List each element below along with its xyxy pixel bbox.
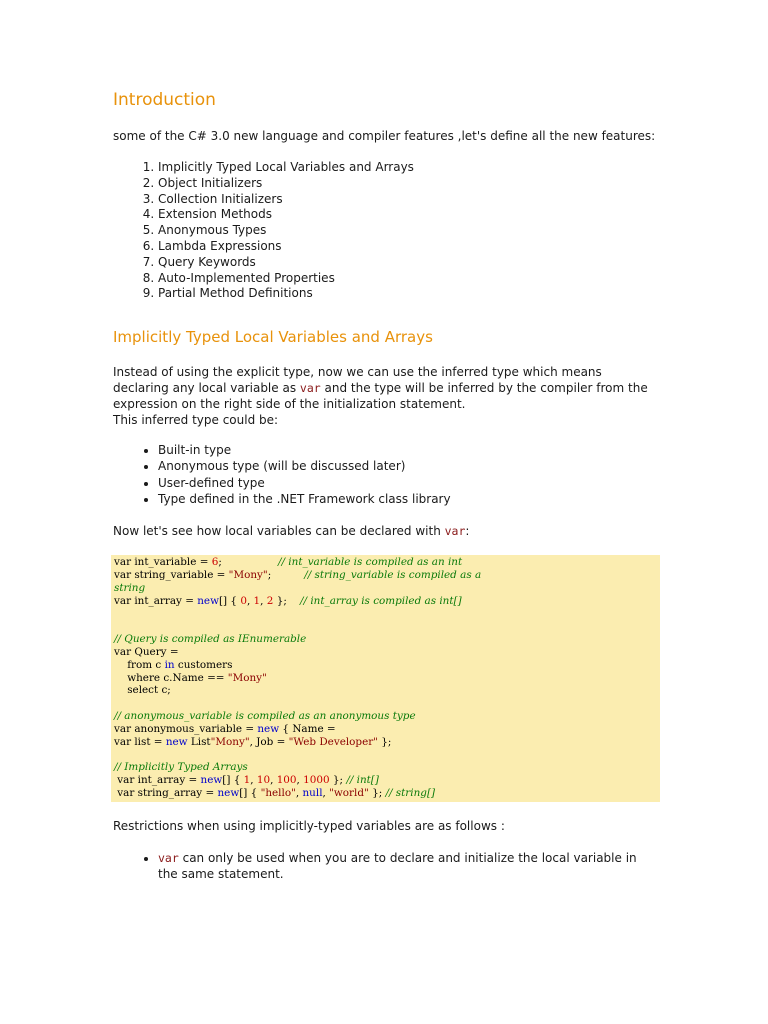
code-number: 6 — [211, 556, 219, 569]
code-line — [114, 774, 657, 787]
list-item: • Anonymous type (will be discussed later) — [158, 458, 658, 474]
code-blank-line — [114, 608, 657, 621]
inline-keyword: var — [158, 850, 179, 865]
code-token: var string_array = — [114, 786, 218, 799]
section-paragraph — [113, 364, 658, 412]
code-token: var list = — [114, 735, 166, 748]
code-keyword: new — [217, 786, 240, 799]
code-string: "Web Developer" — [288, 735, 378, 748]
code-line — [114, 595, 657, 608]
code-number: 10 — [256, 773, 271, 786]
paragraph-text: Instead of using the explicit type, now we can use the inferred type which means declaring any local variable as — [113, 365, 602, 396]
code-token: var int_array = — [114, 773, 201, 786]
code-block — [111, 555, 660, 801]
code-keyword: null — [302, 786, 323, 799]
code-comment: // Query is compiled as IEnumerable — [114, 633, 307, 646]
code-token: from c — [114, 658, 165, 671]
code-comment: // int_variable is compiled as an int — [278, 556, 463, 569]
section-heading: Implicitly Typed Local Variables and Arrays — [113, 328, 433, 347]
list-item: 5. Anonymous Types — [158, 223, 658, 239]
code-number: 1000 — [303, 773, 330, 786]
inline-keyword: var — [299, 381, 321, 396]
code-line — [114, 659, 657, 672]
list-item: • Type defined in the .NET Framework class library — [158, 491, 658, 507]
list-item — [158, 850, 658, 883]
list-item: 4. Extension Methods — [158, 207, 658, 223]
code-token: [] { — [222, 773, 244, 786]
list-item: • User-defined type — [158, 475, 658, 491]
code-string: "hello" — [260, 786, 296, 799]
code-line — [114, 582, 657, 595]
code-line — [114, 684, 657, 697]
code-keyword: in — [164, 658, 175, 671]
paragraph-text: Now let's see how local variables can be declared with — [113, 524, 445, 539]
restrictions-intro: Restrictions when using implicitly-typed variables are as follows : — [113, 818, 505, 833]
paragraph-text: and the type will be inferred by the compiler from the expression on the right side of the initialization statement. — [113, 381, 648, 412]
code-line — [114, 633, 657, 646]
list-item: 3. Collection Initializers — [158, 192, 658, 208]
code-line — [114, 646, 657, 659]
code-token: }; — [377, 735, 392, 748]
feature-list — [113, 160, 658, 302]
code-comment: // int_array is compiled as int[] — [300, 594, 462, 607]
code-line — [114, 556, 657, 569]
code-token: ; — [267, 569, 305, 582]
code-token: select c; — [114, 684, 171, 697]
code-token: { Name = — [279, 722, 336, 735]
code-token: , — [295, 786, 303, 799]
code-token: where c.Name == — [114, 671, 228, 684]
code-line — [114, 787, 657, 800]
code-token: , — [322, 786, 330, 799]
restrictions-list — [113, 850, 658, 883]
code-comment: // int[] — [346, 773, 379, 786]
code-token: var Query = — [114, 645, 179, 658]
code-token: , — [270, 773, 277, 786]
type-list — [113, 442, 658, 507]
code-token: [] { — [218, 594, 241, 607]
code-token: var int_variable = — [114, 556, 212, 569]
code-line — [114, 672, 657, 685]
list-item: 8. Auto-Implemented Properties — [158, 271, 658, 287]
code-number: 2 — [266, 594, 274, 607]
code-token: }; — [368, 786, 386, 799]
list-item: 2. Object Initializers — [158, 176, 658, 192]
code-token: , Job = — [249, 735, 289, 748]
list-item: • Built-in type — [158, 442, 658, 458]
code-token: var int_array = — [114, 594, 198, 607]
code-token: [] { — [239, 786, 261, 799]
code-number: 1 — [243, 773, 251, 786]
code-token: var string_variable = — [114, 569, 229, 582]
list-item-text: can only be used when you are to declare and initialize the local variable in the same statement. — [158, 850, 637, 881]
code-token: , — [296, 773, 304, 786]
code-comment: // anonymous_variable is compiled as an anonymous type — [114, 709, 416, 722]
code-token: }; — [329, 773, 347, 786]
code-keyword: new — [165, 735, 188, 748]
code-line — [114, 736, 657, 749]
list-item: 6. Lambda Expressions — [158, 239, 658, 255]
code-blank-line — [114, 697, 657, 710]
list-item: 7. Query Keywords — [158, 255, 658, 271]
code-keyword: new — [197, 594, 219, 607]
code-comment: // string[] — [385, 786, 436, 799]
code-token: List — [187, 735, 211, 748]
code-token: , — [250, 773, 257, 786]
code-line — [114, 569, 657, 582]
code-string: "Mony" — [227, 671, 267, 684]
code-comment: string — [114, 581, 146, 594]
intro-paragraph: some of the C# 3.0 new language and compiler features ,let's define all the new features: — [113, 129, 656, 143]
code-token: , — [260, 594, 267, 607]
code-comment: // Implicitly Typed Arrays — [114, 761, 248, 774]
code-string: "Mony" — [228, 569, 268, 582]
code-token: , — [246, 594, 254, 607]
code-token: var anonymous_variable = — [114, 722, 258, 735]
list-item: 1. Implicitly Typed Local Variables and Arrays — [158, 160, 658, 176]
code-blank-line — [114, 620, 657, 633]
code-keyword: new — [200, 773, 223, 786]
inline-keyword: var — [444, 524, 466, 539]
code-comment: // string_variable is compiled as a — [304, 569, 482, 582]
code-token: ; — [218, 556, 278, 569]
code-blank-line — [114, 748, 657, 761]
code-number: 1 — [253, 594, 261, 607]
code-line — [114, 710, 657, 723]
document-content — [113, 88, 658, 882]
code-keyword: new — [257, 722, 280, 735]
inferred-type-intro: This inferred type could be: — [113, 413, 279, 428]
code-number: 0 — [240, 594, 247, 607]
list-item: 9. Partial Method Definitions — [158, 286, 658, 302]
code-token: }; — [273, 594, 301, 607]
paragraph-text: : — [465, 524, 470, 539]
code-line — [114, 723, 657, 736]
code-number: 100 — [276, 773, 297, 786]
code-token: customers — [174, 658, 233, 671]
code-line — [114, 761, 657, 774]
code-string: "world" — [329, 786, 369, 799]
code-string: "Mony" — [210, 735, 250, 748]
declare-var-paragraph — [113, 523, 658, 539]
introduction-heading: Introduction — [113, 90, 216, 110]
